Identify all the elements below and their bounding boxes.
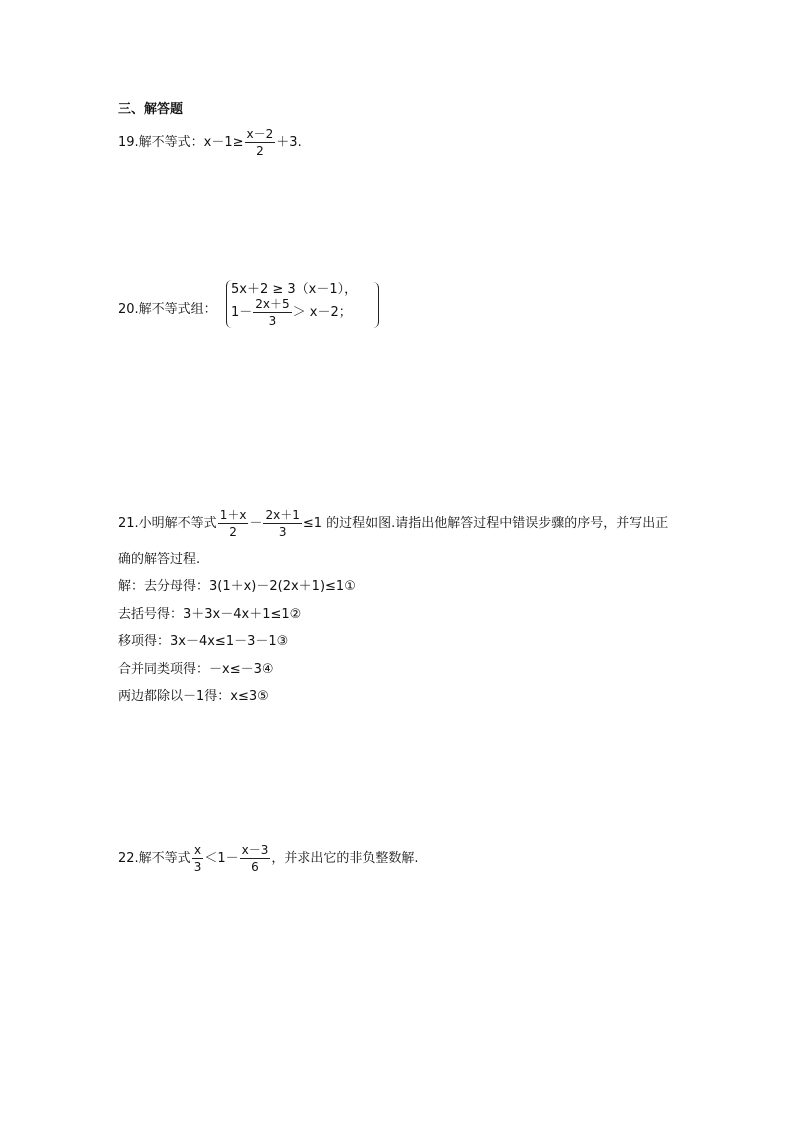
q22-prefix: 22.解不等式 — [118, 851, 191, 866]
section-title: 三、解答题 — [118, 102, 184, 117]
question-21 — [118, 507, 668, 540]
q20-row2-prefix: 1－ — [231, 305, 253, 320]
q22-denominator-1: 3 — [193, 860, 202, 874]
q22-suffix: ，并求出它的非负整数解. — [271, 851, 419, 866]
right-brace — [372, 282, 379, 328]
q19-prefix: 19.解不等式：x－1≥ — [118, 135, 244, 150]
q22-numerator-1: x — [192, 842, 204, 859]
q21-step-5: 两边都除以－1得：x≤3⑤ — [118, 689, 269, 704]
q22-mid: ＜1－ — [204, 851, 239, 866]
q20-prefix: 20.解不等式组： — [118, 302, 217, 317]
q19-fraction — [245, 126, 276, 159]
q21-suffix: ≤1 的过程如图.请指出他解答过程中错误步骤的序号，并写出正 — [302, 516, 669, 531]
question-19 — [118, 126, 302, 159]
q21-fraction-1 — [218, 507, 249, 540]
q20-row2-suffix: ＞ x－2； — [292, 305, 352, 320]
q21-step-1: 解：去分母得：3(1＋x)－2(2x＋1)≤1① — [118, 579, 356, 594]
q21-step-3: 移项得：3x－4x≤1－3－1③ — [118, 634, 289, 649]
q20-numerator: 2x＋5 — [255, 297, 290, 311]
q19-suffix: ＋3. — [276, 135, 302, 150]
q21-numerator-2: 2x＋1 — [265, 508, 300, 522]
q19-numerator: x－2 — [246, 127, 274, 141]
q21-step-4: 合并同类项得：－x≤－3④ — [118, 662, 274, 677]
q21-numerator-1: 1＋x — [219, 508, 247, 522]
q20-denominator: 3 — [268, 314, 277, 328]
q19-denominator: 2 — [256, 144, 264, 158]
q22-fraction-2 — [240, 842, 271, 875]
q21-line2: 确的解答过程. — [118, 552, 201, 567]
q22-numerator-2: x－3 — [241, 843, 269, 857]
q21-fraction-2 — [263, 507, 301, 540]
q21-step-2: 去括号得：3＋3x－4x＋1≤1② — [118, 607, 302, 622]
question-22 — [118, 842, 419, 875]
q21-denominator-1: 2 — [229, 525, 237, 539]
q21-minus: － — [249, 516, 263, 531]
q22-denominator-2: 6 — [251, 860, 259, 874]
q20-row2 — [231, 296, 352, 329]
q20-row1: 5x＋2 ≥ 3（x－1）， — [231, 282, 358, 297]
q21-prefix: 21.小明解不等式 — [118, 516, 217, 531]
q21-denominator-2: 3 — [278, 525, 287, 539]
q20-fraction — [253, 296, 291, 329]
q22-fraction-1 — [192, 842, 204, 875]
